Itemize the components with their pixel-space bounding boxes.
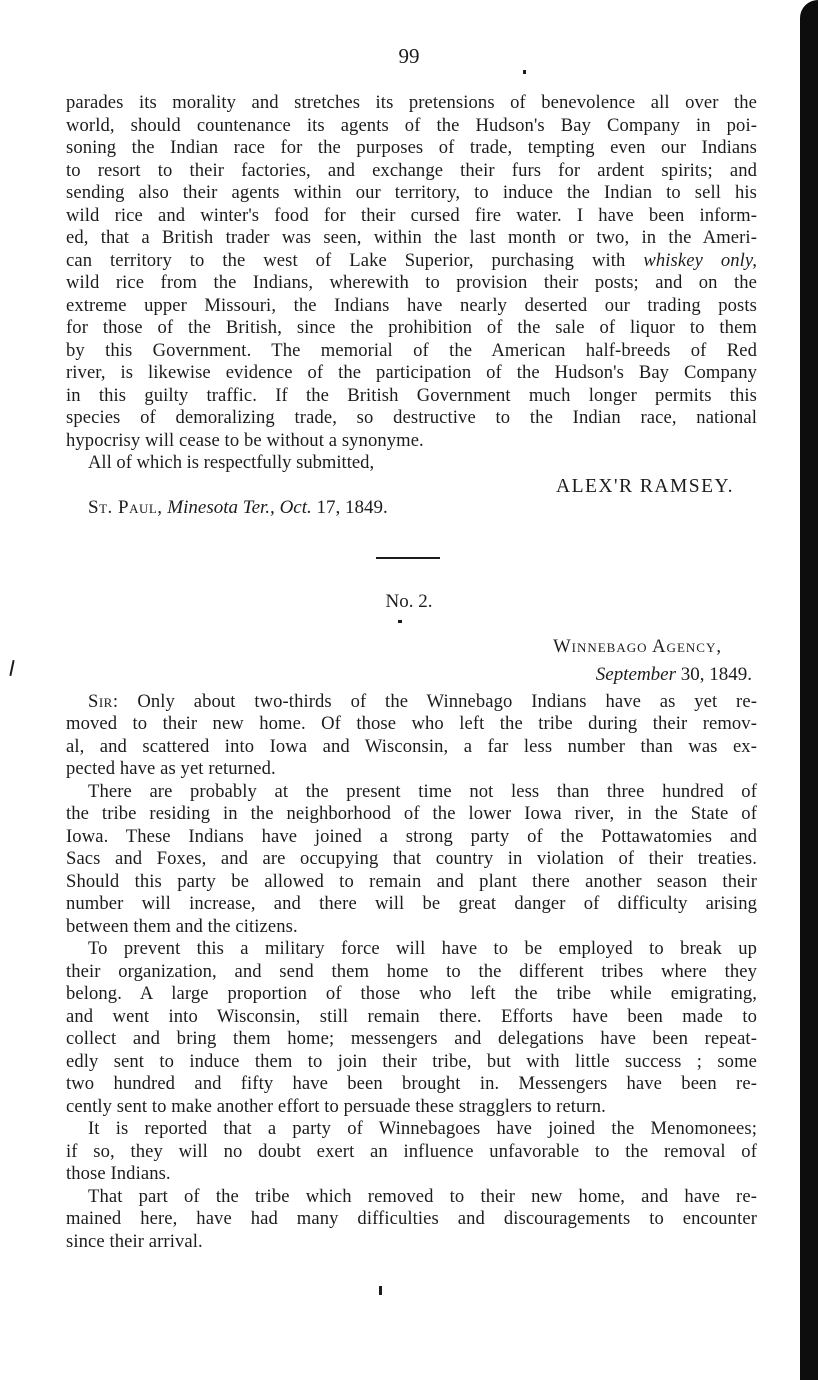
text-line: if so, they will no doubt exert an influence unfavorable to the removal of (66, 1141, 757, 1162)
closing-line: All of which is respectfully submitted, (88, 452, 375, 473)
text-line: and went into Wisconsin, still remain there. Efforts have been made to (66, 1006, 757, 1027)
text-line: edly sent to induce them to join their tribe, but with little success ; some (66, 1051, 757, 1072)
text-line: soning the Indian race for the purposes of trade, tempting even our Indians (66, 137, 757, 158)
dateline-rest: 17, 1849. (316, 497, 388, 518)
text-line: collect and bring them home; messengers and delegations have been repeat- (66, 1028, 757, 1049)
text-line: al, and scattered into Iowa and Wisconsin, a far less number than was ex- (66, 736, 757, 757)
signature: ALEX'R RAMSEY. (555, 476, 734, 497)
text-line: the tribe residing in the neighborhood of the lower Iowa river, in the State of (66, 803, 757, 824)
text-line: There are probably at the present time not less than three hundred of (88, 781, 757, 802)
text-line: number will increase, and there will be great danger of difficulty arising (66, 893, 757, 914)
dateline-month: Oct. (279, 497, 312, 518)
scan-speck (9, 660, 14, 676)
page-number: 99 (398, 44, 420, 68)
text-line: their organization, and send them home to the different tribes where they (66, 961, 757, 982)
text-line: wild rice from the Indians, wherewith to provision their posts; and on the (66, 272, 757, 293)
text-line: It is reported that a party of Winnebagoes have joined the Menomonees; (88, 1118, 757, 1139)
text-line: between them and the citizens. (66, 916, 298, 937)
text-line: parades its morality and stretches its pretensions of benevolence all over the (66, 92, 757, 113)
text-line: mained here, have had many difficulties and discouragements to encounter (66, 1208, 757, 1229)
text-line: in this guilty traffic. If the British Government much longer permits this (66, 385, 757, 406)
text-line: moved to their new home. Of those who left the tribe during their remov- (66, 713, 757, 734)
text-line: belong. A large proportion of those who left the tribe while emigrating, (66, 983, 757, 1004)
text-line: cently sent to make another effort to persuade these stragglers to return. (66, 1096, 606, 1117)
text-line: two hundred and fifty have been brought in. Messengers have been re- (66, 1073, 757, 1094)
text-line: pected have as yet returned. (66, 758, 276, 779)
emphasis-text: whiskey only, (643, 250, 757, 271)
scan-speck (398, 620, 402, 623)
document-number: No. 2. (385, 591, 433, 612)
text-line-with-salutation (88, 691, 757, 713)
text-line: extreme upper Missouri, the Indians have nearly deserted our trading posts (66, 295, 757, 316)
text-line: to resort to their factories, and exchange their furs for ardent spirits; and (66, 160, 757, 181)
text-line: since their arrival. (66, 1231, 203, 1252)
dateline (88, 497, 388, 519)
salutation: Sir: (88, 691, 119, 712)
text-line: Iowa. These Indians have joined a strong party of the Pottawatomies and (66, 826, 757, 847)
text-line: sending also their agents within our territory, to induce the Indian to sell his (66, 182, 757, 203)
text-fragment: can territory to the west of Lake Superior, purchasing with (66, 250, 644, 271)
text-fragment: Only about two-thirds of the Winnebago Indians have as yet re- (118, 691, 757, 712)
text-line: species of demoralizing trade, so destructive to the Indian race, national (66, 407, 757, 428)
page-edge-shadow (800, 0, 818, 1380)
text-line: Sacs and Foxes, and are occupying that country in violation of their treaties. (66, 848, 757, 869)
text-line: ed, that a British trader was seen, within the last month or two, in the Ameri- (66, 227, 757, 248)
text-line: hypocrisy will cease to be without a synonyme. (66, 430, 424, 451)
text-line: those Indians. (66, 1163, 171, 1184)
text-line: That part of the tribe which removed to their new home, and have re- (88, 1186, 757, 1207)
agency-heading: Winnebago Agency, (553, 636, 722, 657)
scan-speck (523, 70, 526, 74)
text-line: river, is likewise evidence of the participation of the Hudson's Bay Company (66, 362, 757, 383)
text-line: for those of the British, since the prohibition of the sale of liquor to them (66, 317, 757, 338)
date-rest: 30, 1849. (680, 664, 752, 685)
dateline-territory: Minesota Ter., (167, 497, 275, 518)
text-line: world, should countenance its agents of the Hudson's Bay Company in poi- (66, 115, 757, 136)
text-line: Should this party be allowed to remain and plant there another season their (66, 871, 757, 892)
text-line: To prevent this a military force will have to be employed to break up (88, 938, 757, 959)
text-line-with-emphasis (66, 250, 757, 272)
text-line: by this Government. The memorial of the American half-breeds of Red (66, 340, 757, 361)
date-month: September (595, 664, 676, 685)
section-divider (376, 557, 440, 559)
scan-speck (379, 1286, 382, 1295)
text-line: wild rice and winter's food for their cursed fire water. I have been inform- (66, 205, 757, 226)
letter-date (596, 664, 752, 686)
dateline-place: St. Paul, (88, 497, 163, 518)
